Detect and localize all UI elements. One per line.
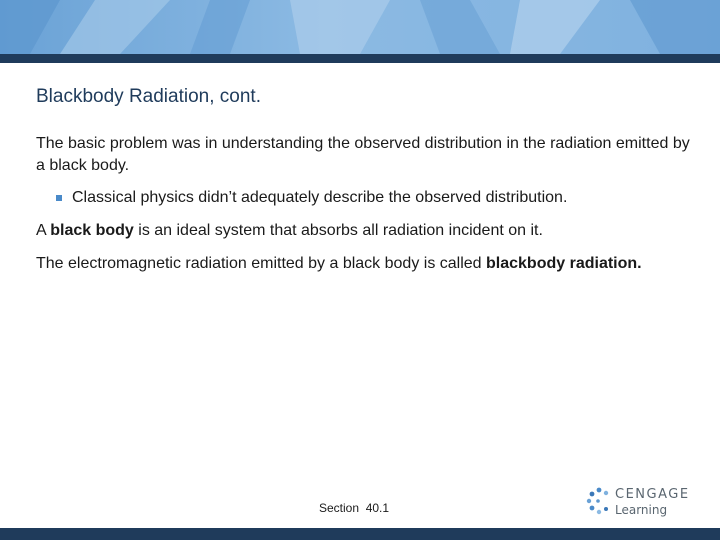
slide-title: Blackbody Radiation, cont. [36, 86, 261, 107]
bullet-text: Classical physics didn’t adequately describe the observed distribution. [72, 189, 568, 206]
paragraph-black-body-definition [36, 220, 696, 242]
top-rule [0, 54, 720, 63]
paragraph-blackbody-radiation [36, 253, 696, 275]
logo-wordmark-bottom: Learning [615, 503, 668, 517]
paragraph-basic-problem: The basic problem was in understanding the observed distribution in the radiation emitted by a black body. [36, 135, 690, 174]
logo-wordmark-top: CENGAGE [615, 487, 690, 502]
radiation-lead-text: The electromagnetic radiation emitted by a black body is called [36, 255, 487, 272]
cengage-logo [585, 486, 695, 520]
top-banner [0, 0, 720, 54]
cengage-dots-logo-icon [585, 486, 613, 518]
bullet-item [56, 187, 696, 209]
term-blackbody-radiation: blackbody radiation. [486, 255, 642, 272]
banner-decoration [0, 0, 720, 54]
footer-section-label: Section 40.1 [319, 501, 390, 515]
term-black-body: black body [50, 222, 134, 239]
definition-rest-text: is an ideal system that absorbs all radiation incident on it. [133, 222, 543, 239]
definition-lead-text: A [36, 222, 51, 239]
bottom-rule [0, 528, 720, 540]
square-bullet-icon [56, 195, 62, 201]
